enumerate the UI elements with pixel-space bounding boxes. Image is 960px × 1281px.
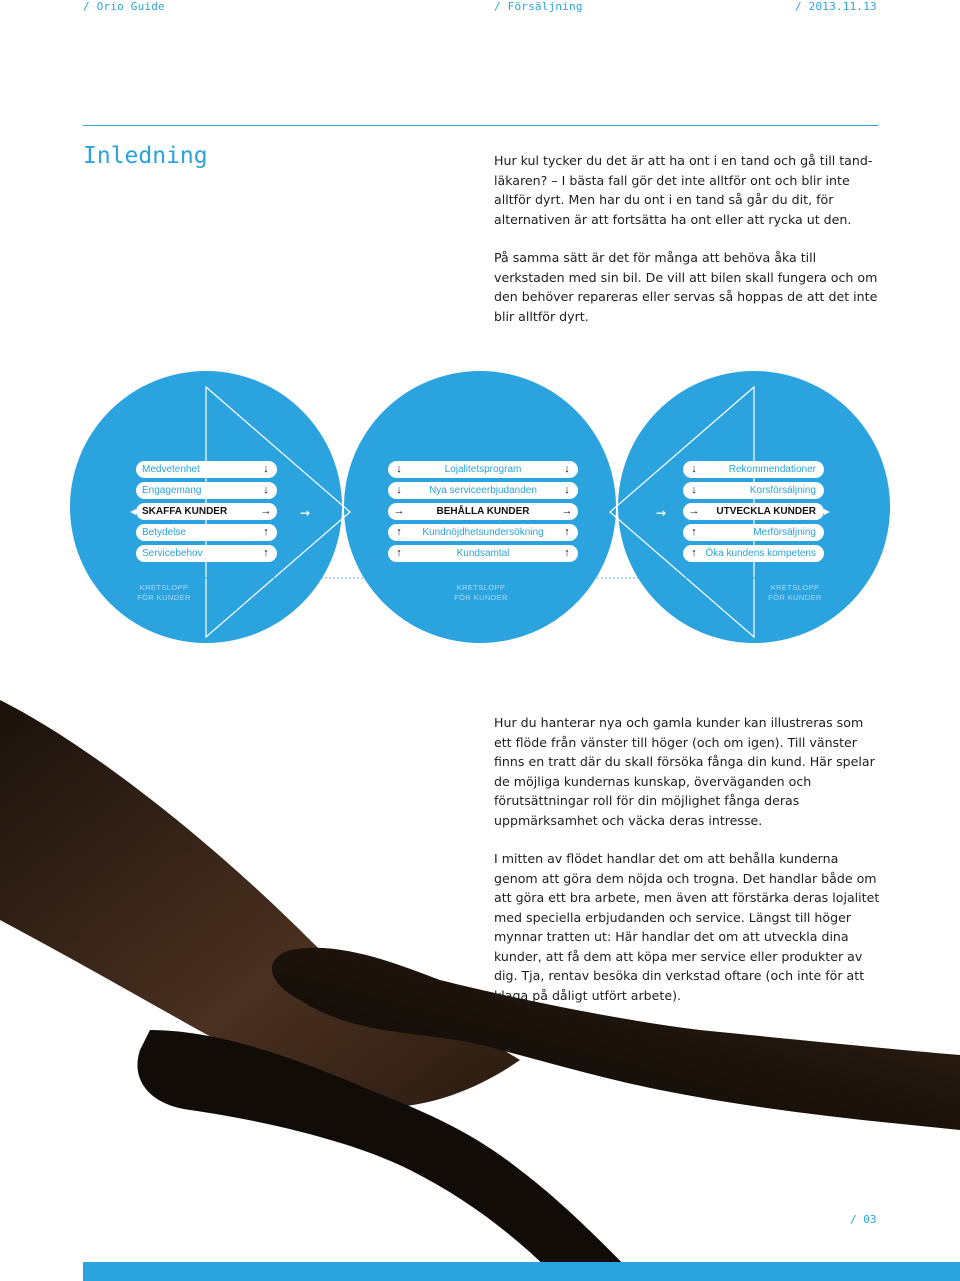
pill-left-2 (136, 482, 277, 499)
pill-right-4 (683, 524, 824, 541)
cycle-label-middle (441, 583, 521, 603)
intro-paragraph-1: Hur kul tycker du det är att ha ont i en tand och gå till tand-läkaren? – I bästa fall gör det inte alltför ont och blir inte alltför dyrt. Men har du ont i en tand så går du dit, för alternativen är att fortsätta ha ont eller att rycka ut den. (494, 153, 873, 227)
arrow-right-icon: → (688, 505, 700, 517)
arrow-up-icon: ↑ (396, 547, 402, 559)
arrow-down-icon: ↓ (396, 463, 402, 475)
page-number: / 03 (850, 1213, 877, 1226)
cycle-label-middle-line2: FÖR KUNDER (454, 593, 508, 602)
flow-arrow-1-icon: → (300, 506, 311, 520)
arrow-down-icon: ↓ (564, 484, 570, 496)
arrow-right-icon: → (260, 505, 272, 517)
flow-arrow-2-icon: → (656, 506, 667, 520)
body-text (494, 713, 884, 1005)
pill-left-5-label: Servicebehov (142, 548, 203, 559)
cycle-label-left (124, 583, 204, 603)
pill-middle-4 (388, 524, 578, 541)
arrow-down-icon: ↓ (263, 463, 269, 475)
pill-middle-2-label: Nya serviceerbjudanden (429, 485, 537, 496)
pill-right-4-label: Merförsäljning (753, 527, 816, 538)
pill-left-4 (136, 524, 277, 541)
pill-middle-1 (388, 461, 578, 478)
left-arm (0, 700, 520, 1107)
pill-right-1-label: Rekommendationer (728, 464, 816, 475)
arrow-up-icon: ↑ (263, 547, 269, 559)
pill-right-1 (683, 461, 824, 478)
arrow-up-icon: ↑ (564, 526, 570, 538)
pill-right-5 (683, 545, 824, 562)
arrow-down-icon: ↓ (396, 484, 402, 496)
pill-middle-3-label: BEHÅLLA KUNDER (436, 506, 530, 517)
arrow-down-icon: ↓ (564, 463, 570, 475)
pill-left-5 (136, 545, 277, 562)
page-title: Inledning (83, 143, 208, 169)
pill-right-3 (683, 503, 824, 520)
body-paragraph-2: I mitten av flödet handlar det om att behålla kunderna genom att göra dem nöjda och trogna. Det handlar både om att göra ett bra arbete, men även att förstärka deras lojalitet med speciella erbjudanden och service. Längst till höger mynnar tratten ut: Här handlar det om att utveckla dina kunder, att få dem att köpa mer service eller produkter av dig. Tja, rentav besöka din verkstad oftare (och inte för att klaga på dåligt utfört arbete). (494, 851, 880, 1003)
cycle-label-right-line2: FÖR KUNDER (768, 593, 822, 602)
cycle-label-right-line1: KRETSLOPP (770, 583, 820, 592)
header-date: / 2013.11.13 (795, 0, 877, 13)
cycle-label-right (755, 583, 835, 603)
cycle-label-left-line1: KRETSLOPP (139, 583, 189, 592)
arrow-right-icon: → (561, 505, 573, 517)
cycle-label-middle-line1: KRETSLOPP (456, 583, 506, 592)
pill-right-5-label: Öka kundens kompetens (705, 548, 816, 559)
intro-paragraph-2: På samma sätt är det för många att behöva åka till verkstaden med sin bil. De vill att bilen skall fungera och om den behöver repareras eller servas så hoppas de att det inte blir alltför dyrt. (494, 250, 878, 324)
pill-right-3-label: UTVECKLA KUNDER (716, 506, 816, 517)
header-rule (83, 125, 878, 126)
pill-middle-5 (388, 545, 578, 562)
arrow-down-icon: ↓ (263, 484, 269, 496)
arrow-up-icon: ↑ (263, 526, 269, 538)
cycle-label-left-line2: FÖR KUNDER (137, 593, 191, 602)
diagram-graphics (0, 370, 960, 670)
pill-middle-3 (388, 503, 578, 520)
arrow-down-icon: ↓ (691, 484, 697, 496)
pill-middle-2 (388, 482, 578, 499)
pill-left-4-label: Betydelse (142, 527, 186, 538)
arrow-up-icon: ↑ (564, 547, 570, 559)
pill-left-3-label: SKAFFA KUNDER (142, 506, 228, 517)
header-section: / Försäljning (494, 0, 583, 13)
pill-left-1-label: Medvetenhet (142, 464, 200, 475)
arrow-down-icon: ↓ (691, 463, 697, 475)
pill-middle-5-label: Kundsamtal (456, 548, 510, 559)
header-guide: / Orio Guide (83, 0, 165, 13)
arrow-up-icon: ↑ (396, 526, 402, 538)
intro-text (494, 151, 884, 326)
customer-flow-diagram (0, 370, 960, 670)
pill-left-1 (136, 461, 277, 478)
arrow-up-icon: ↑ (691, 526, 697, 538)
pill-right-2-label: Korsförsäljning (749, 485, 816, 496)
arrow-right-icon: → (393, 505, 405, 517)
arrow-up-icon: ↑ (691, 547, 697, 559)
bottom-bar (83, 1262, 960, 1281)
body-paragraph-1: Hur du hanterar nya och gamla kunder kan illustreras som ett flöde från vänster till höger (och om igen). Till vänster finns en tratt där du skall försöka fånga din kund. Här spelar de möjliga kundernas kunskap, överväganden och förutsättningar roll för din möjlighet fånga deras uppmärksamhet och väcka deras intresse. (494, 715, 875, 828)
pill-middle-1-label: Lojalitetsprogram (444, 464, 522, 475)
pill-right-2 (683, 482, 824, 499)
pill-left-2-label: Engagemang (142, 485, 202, 496)
pill-middle-4-label: Kundnöjdhetsundersökning (422, 527, 544, 538)
pill-left-3 (136, 503, 277, 520)
